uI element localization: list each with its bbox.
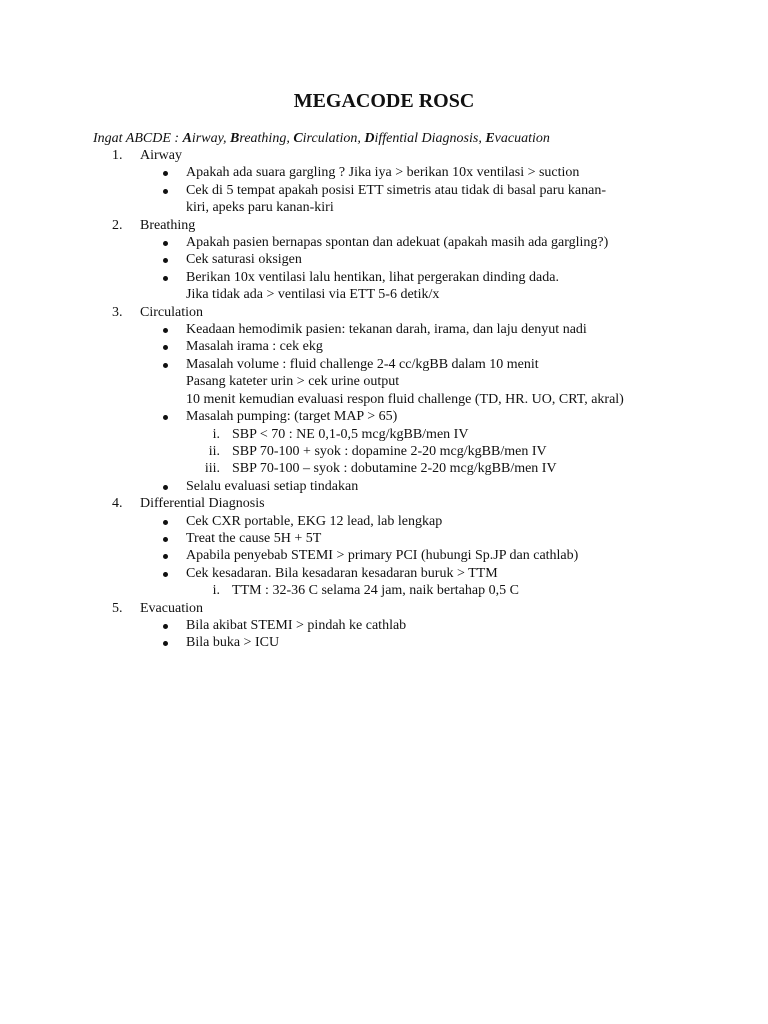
section-list bbox=[0, 147, 768, 652]
bullet-line: Jika tidak ada > ventilasi via ETT 5-6 detik/x bbox=[186, 287, 440, 303]
bullet-item bbox=[0, 617, 768, 634]
bullet-item bbox=[0, 478, 768, 495]
roman-item bbox=[0, 460, 768, 477]
bullet-item bbox=[0, 513, 768, 530]
roman-number: ii. bbox=[208, 443, 220, 459]
intro-part bbox=[364, 131, 485, 146]
bullet-line: Masalah volume : fluid challenge 2-4 cc/kgBB dalam 10 menit bbox=[186, 356, 539, 372]
bullet-line: Treat the cause 5H + 5T bbox=[186, 530, 322, 546]
section-5 bbox=[0, 600, 768, 652]
bullet-line: Masalah pumping: (target MAP > 65) bbox=[186, 409, 398, 425]
bullet-item bbox=[0, 164, 768, 181]
roman-item bbox=[0, 443, 768, 460]
bullet-line: Selalu evaluasi setiap tindakan bbox=[186, 478, 359, 494]
section-heading bbox=[0, 304, 768, 321]
section-heading bbox=[0, 495, 768, 512]
bullet-line: Apakah ada suara gargling ? Jika iya > berikan 10x ventilasi > suction bbox=[186, 165, 580, 181]
bullet-line: Cek kesadaran. Bila kesadaran kesadaran buruk > TTM bbox=[186, 565, 498, 581]
intro-prefix: Ingat ABCDE : bbox=[93, 131, 183, 146]
roman-item bbox=[0, 426, 768, 443]
roman-text: SBP 70-100 + syok : dopamine 2-20 mcg/kgBB/men IV bbox=[232, 443, 547, 459]
intro-rest: iffential Diagnosis, bbox=[374, 131, 486, 146]
bullet-item bbox=[0, 321, 768, 338]
intro-part bbox=[485, 131, 550, 146]
section-heading-text: Airway bbox=[140, 148, 182, 163]
bullet-line: Keadaan hemodimik pasien: tekanan darah, irama, dan laju denyut nadi bbox=[186, 322, 587, 338]
section-3 bbox=[0, 304, 768, 495]
bullet-item bbox=[0, 547, 768, 564]
bullet-item bbox=[0, 251, 768, 268]
intro-part bbox=[230, 131, 293, 146]
section-heading-text: Differential Diagnosis bbox=[140, 496, 265, 512]
bullet-item bbox=[0, 234, 768, 251]
section-heading-text: Breathing bbox=[140, 217, 196, 233]
intro-initial: A bbox=[182, 131, 192, 146]
intro-rest: vacuation bbox=[494, 131, 550, 146]
bullet-line: Apakah pasien bernapas spontan dan adekuat (apakah masih ada gargling?) bbox=[186, 235, 609, 251]
bullet-line: Cek CXR portable, EKG 12 lead, lab lengkap bbox=[186, 513, 443, 529]
intro-rest: reathing, bbox=[239, 131, 294, 146]
roman-number: i. bbox=[212, 583, 220, 599]
section-heading-text: Evacuation bbox=[140, 600, 203, 616]
roman-text: TTM : 32-36 C selama 24 jam, naik bertahap 0,5 C bbox=[232, 583, 519, 599]
document-title: MEGACODE ROSC bbox=[293, 90, 475, 112]
section-heading bbox=[0, 217, 768, 234]
bullet-line: Apabila penyebab STEMI > primary PCI (hubungi Sp.JP dan cathlab) bbox=[186, 548, 579, 564]
section-1 bbox=[0, 147, 768, 217]
bullet-line: kiri, apeks paru kanan-kiri bbox=[186, 200, 334, 216]
section-2 bbox=[0, 217, 768, 304]
bullet-item bbox=[0, 338, 768, 355]
bullet-item bbox=[0, 356, 768, 408]
bullet-line: Berikan 10x ventilasi lalu hentikan, lihat pergerakan dinding dada. bbox=[186, 269, 559, 285]
bullet-line: Cek di 5 tempat apakah posisi ETT simetris atau tidak di basal paru kanan- bbox=[186, 182, 607, 198]
section-number: 4. bbox=[112, 496, 123, 512]
roman-number: iii. bbox=[204, 461, 220, 477]
intro-rest: irway, bbox=[191, 131, 231, 146]
section-number: 5. bbox=[112, 600, 123, 616]
bullet-line: Masalah irama : cek ekg bbox=[186, 339, 323, 355]
section-4 bbox=[0, 495, 768, 599]
bullet-item bbox=[0, 408, 768, 425]
section-number: 1. bbox=[112, 148, 123, 163]
roman-text: SBP 70-100 – syok : dobutamine 2-20 mcg/kgBB/men IV bbox=[232, 461, 557, 477]
roman-item bbox=[0, 582, 768, 599]
roman-number: i. bbox=[212, 426, 220, 442]
bullet-item bbox=[0, 269, 768, 304]
intro-initial: D bbox=[364, 131, 375, 146]
intro-initial: B bbox=[230, 131, 240, 146]
section-heading-text: Circulation bbox=[140, 304, 203, 320]
intro-initial: C bbox=[293, 131, 303, 146]
bullet-line: Cek saturasi oksigen bbox=[186, 252, 302, 268]
bullet-line: Pasang kateter urin > cek urine output bbox=[186, 374, 400, 390]
section-heading bbox=[0, 600, 768, 617]
bullet-line: 10 menit kemudian evaluasi respon fluid challenge (TD, HR. UO, CRT, akral) bbox=[186, 391, 624, 407]
bullet-item bbox=[0, 182, 768, 217]
abcde-intro bbox=[93, 130, 550, 147]
intro-rest: irculation, bbox=[302, 131, 365, 146]
bullet-line: Bila akibat STEMI > pindah ke cathlab bbox=[186, 617, 407, 633]
intro-initial: E bbox=[485, 131, 495, 146]
roman-text: SBP < 70 : NE 0,1-0,5 mcg/kgBB/men IV bbox=[232, 426, 469, 442]
section-number: 2. bbox=[112, 217, 123, 233]
intro-part bbox=[183, 131, 230, 146]
section-number: 3. bbox=[112, 304, 123, 320]
bullet-line: Bila buka > ICU bbox=[186, 635, 280, 651]
bullet-item bbox=[0, 565, 768, 582]
bullet-item bbox=[0, 530, 768, 547]
intro-part bbox=[293, 131, 364, 146]
bullet-item bbox=[0, 634, 768, 651]
section-heading bbox=[0, 147, 768, 164]
